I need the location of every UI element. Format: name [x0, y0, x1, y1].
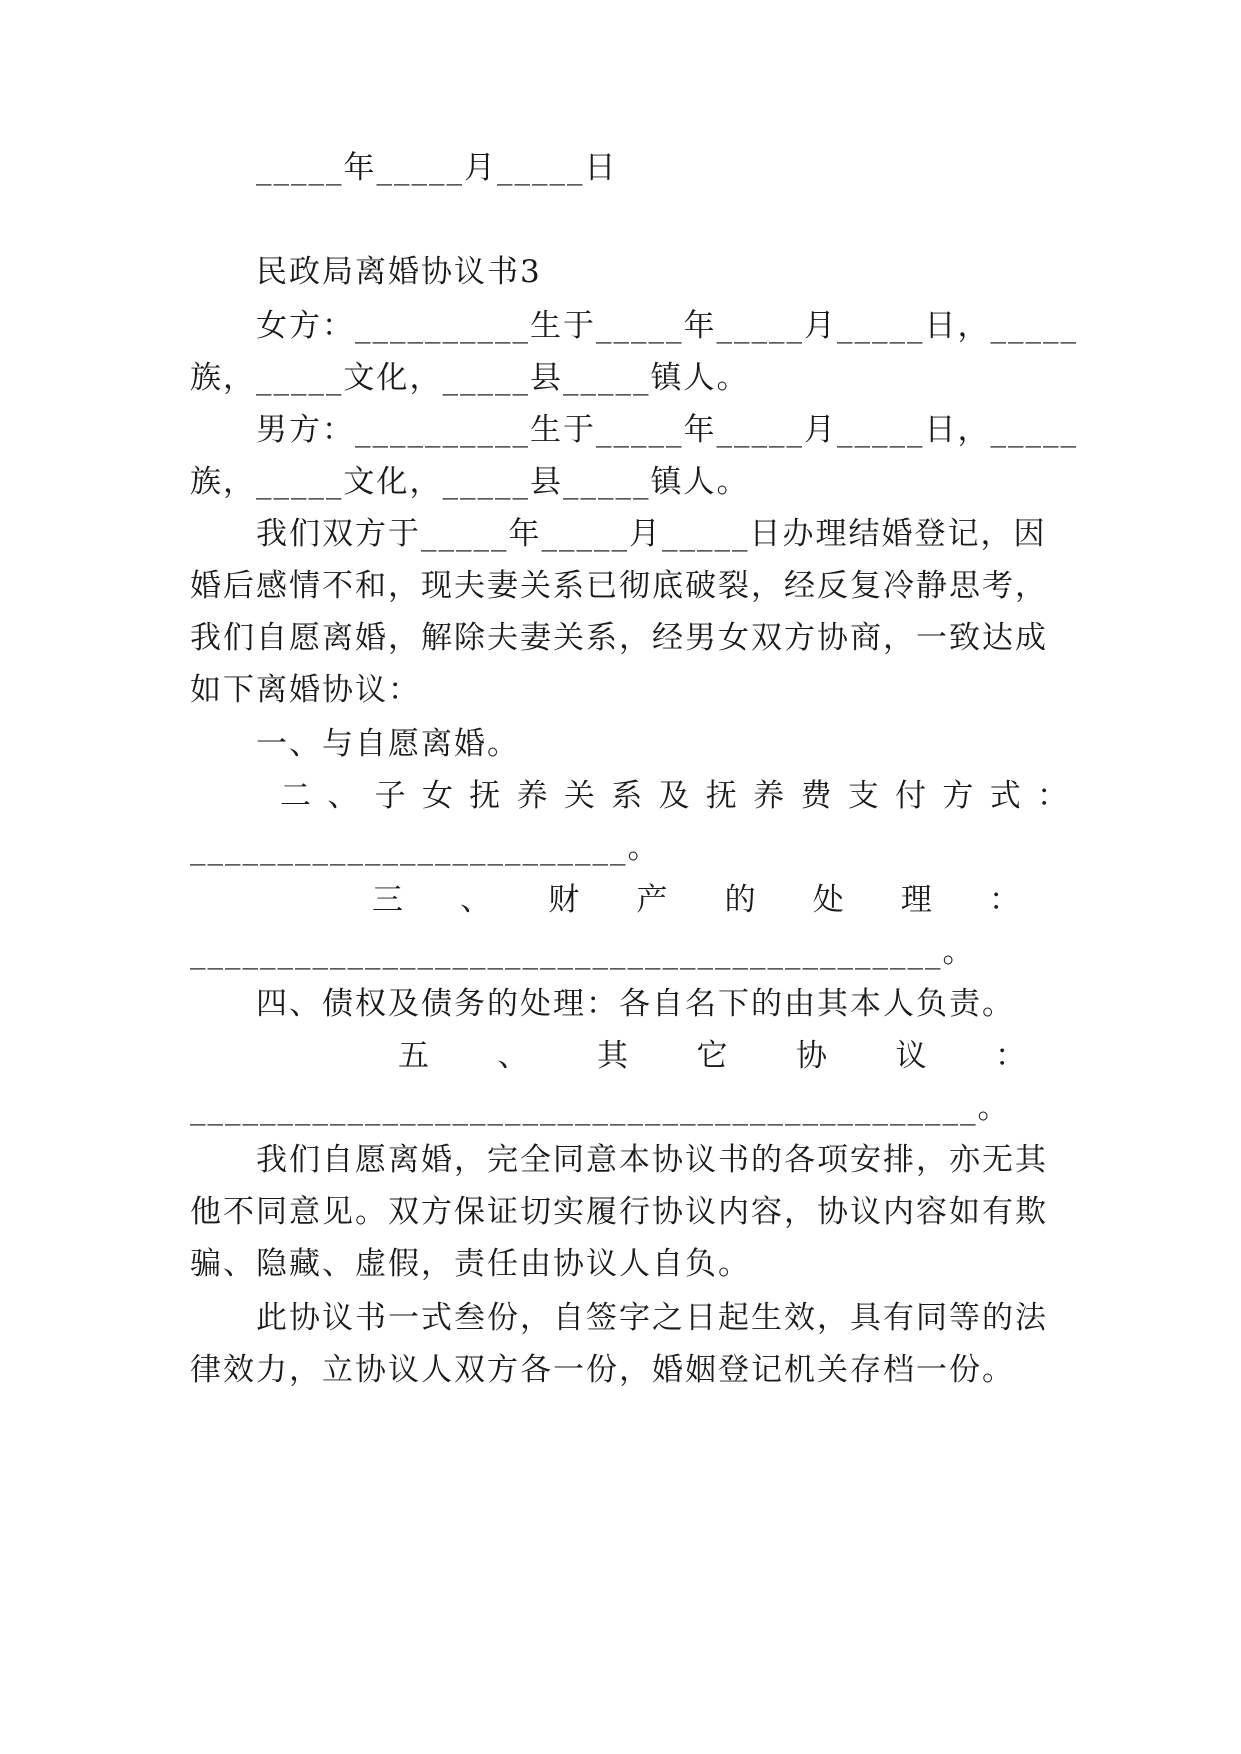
clause-5-char: 它: [696, 1038, 730, 1074]
clause-5-char: 五: [398, 1038, 431, 1074]
closing-1-line-2: 他不同意见。双方保证切实履行协议内容，协议内容如有欺: [190, 1194, 1048, 1230]
clause-3-char: 的: [724, 882, 758, 918]
clause-2-char: 费: [800, 778, 834, 814]
female-info-line-1: 女方：__________生于_____年_____月_____日，_____: [256, 308, 1078, 344]
male-info-line-2: 族，_____文化，_____县_____镇人。: [190, 464, 750, 500]
clause-2-blank: _________________________。: [190, 830, 661, 866]
clause-5-heading: [398, 1036, 1028, 1076]
clause-2-char: 抚: [469, 778, 503, 814]
clause-3-blank: ___________________________________________。: [190, 934, 976, 970]
clause-2-char: 付: [895, 778, 929, 814]
clause-5-char: 、: [497, 1038, 531, 1074]
clause-1: 一、与自愿离婚。: [256, 726, 520, 762]
clause-3-heading: [372, 880, 1022, 920]
male-info-line-1: 男方：__________生于_____年_____月_____日，_____: [256, 412, 1078, 448]
document-title: 民政局离婚协议书3: [256, 254, 542, 290]
intro-line-2: 婚后感情不和，现夫妻关系已彻底破裂，经反复冷静思考，: [190, 568, 1048, 604]
clause-5-char: 议: [895, 1038, 929, 1074]
clause-5-char: 协: [796, 1038, 829, 1074]
clause-3-char: ：: [988, 882, 1022, 918]
closing-2-line-2: 律效力，立协议人双方各一份，婚姻登记机关存档一份。: [190, 1352, 1015, 1388]
clause-4: 四、债权及债务的处理：各自名下的由其本人负责。: [256, 986, 1015, 1022]
date-line: _____年_____月_____日: [256, 150, 618, 186]
clause-2-char: 方: [942, 778, 976, 814]
clause-2-char: 抚: [705, 778, 739, 814]
clause-2-heading: [280, 776, 1070, 816]
clause-3-char: 、: [460, 882, 494, 918]
clause-5-blank: _____________________________________________。: [190, 1090, 1011, 1126]
clause-2-char: 子: [374, 778, 408, 814]
clause-2-char: 及: [658, 778, 692, 814]
clause-2-char: ：: [1037, 778, 1070, 814]
intro-line-3: 我们自愿离婚，解除夫妻关系，经男女双方协商，一致达成: [190, 620, 1048, 656]
clause-2-char: 、: [327, 778, 361, 814]
clause-2-char: 女: [421, 778, 455, 814]
clause-2-char: 养: [516, 778, 550, 814]
intro-line-1: 我们双方于_____年_____月_____日办理结婚登记，因: [256, 516, 1047, 552]
clause-2-char: 支: [847, 778, 881, 814]
closing-2-line-1: 此协议书一式叁份，自签字之日起生效，具有同等的法: [256, 1300, 1048, 1336]
clause-3-char: 产: [636, 882, 670, 918]
clause-3-char: 三: [372, 882, 405, 918]
clause-3-char: 处: [812, 882, 846, 918]
female-info-line-2: 族，_____文化，_____县_____镇人。: [190, 360, 750, 396]
clause-5-char: ：: [995, 1038, 1028, 1074]
closing-1-line-3: 骗、隐藏、虚假，责任由协议人自负。: [190, 1246, 751, 1282]
intro-line-4: 如下离婚协议：: [190, 672, 421, 708]
closing-1-line-1: 我们自愿离婚，完全同意本协议书的各项安排，亦无其: [256, 1142, 1048, 1178]
clause-2-char: 关: [563, 778, 597, 814]
clause-2-char: 二: [280, 778, 313, 814]
clause-3-char: 理: [900, 882, 934, 918]
clause-2-char: 系: [611, 778, 645, 814]
clause-2-char: 式: [989, 778, 1023, 814]
clause-5-char: 其: [597, 1038, 630, 1074]
clause-3-char: 财: [548, 882, 582, 918]
clause-2-char: 养: [753, 778, 787, 814]
